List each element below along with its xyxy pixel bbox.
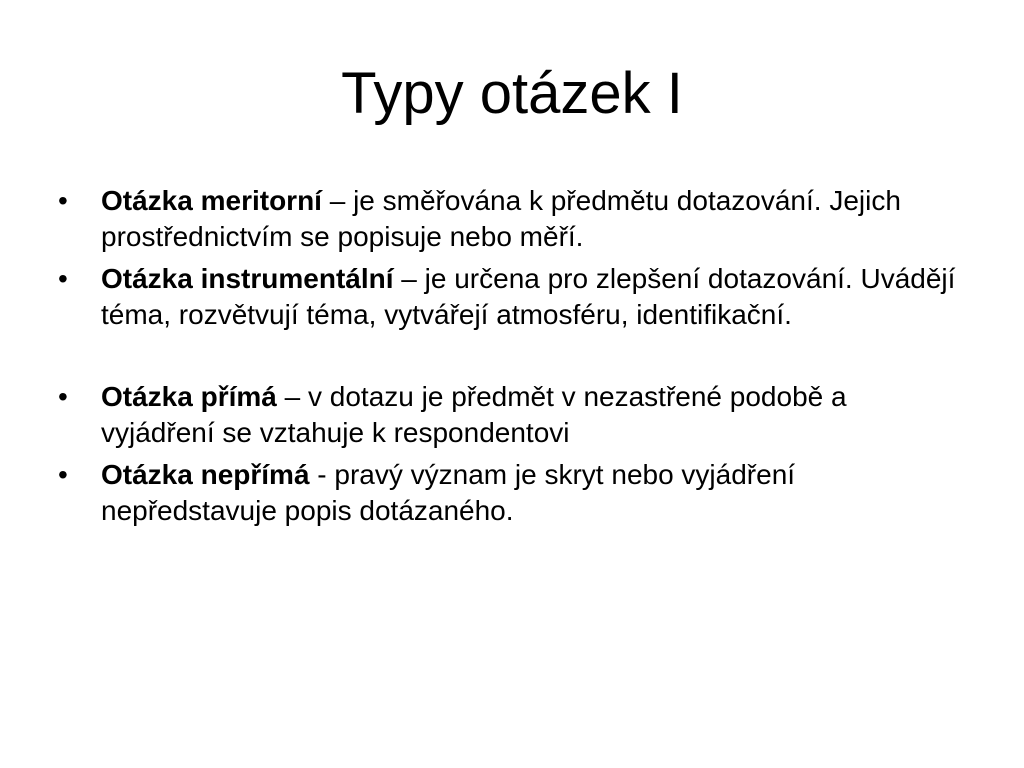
slide-title: Typy otázek I xyxy=(341,61,683,126)
bullet-item-prima xyxy=(58,379,958,451)
bullet-icon: • xyxy=(58,185,68,216)
bullet-text: - pravý význam je skryt nebo vyjádření nepředstavuje popis dotázaného. xyxy=(101,459,796,526)
bullet-item-meritorni xyxy=(58,183,958,255)
bullet-text: – je určena pro zlepšení dotazování. Uvádějí téma, rozvětvují téma, vytvářejí atmosféru, identifikační. xyxy=(101,263,956,330)
bullet-item-neprima xyxy=(58,457,958,529)
bullet-list xyxy=(58,183,958,535)
bullet-icon: • xyxy=(58,263,68,294)
bullet-term: Otázka instrumentální xyxy=(101,263,394,294)
bullet-term: Otázka přímá xyxy=(101,381,277,412)
bullet-icon: • xyxy=(58,381,68,412)
bullet-icon: • xyxy=(58,459,68,490)
bullet-term: Otázka meritorní xyxy=(101,185,322,216)
bullet-term: Otázka nepřímá xyxy=(101,459,310,490)
bullet-text: – je směřována k předmětu dotazování. Jejich prostřednictvím se popisuje nebo měří. xyxy=(101,185,901,252)
bullet-item-instrumentalni xyxy=(58,261,958,333)
bullet-text: – v dotazu je předmět v nezastřené podobě a vyjádření se vztahuje k respondentovi xyxy=(101,381,847,448)
